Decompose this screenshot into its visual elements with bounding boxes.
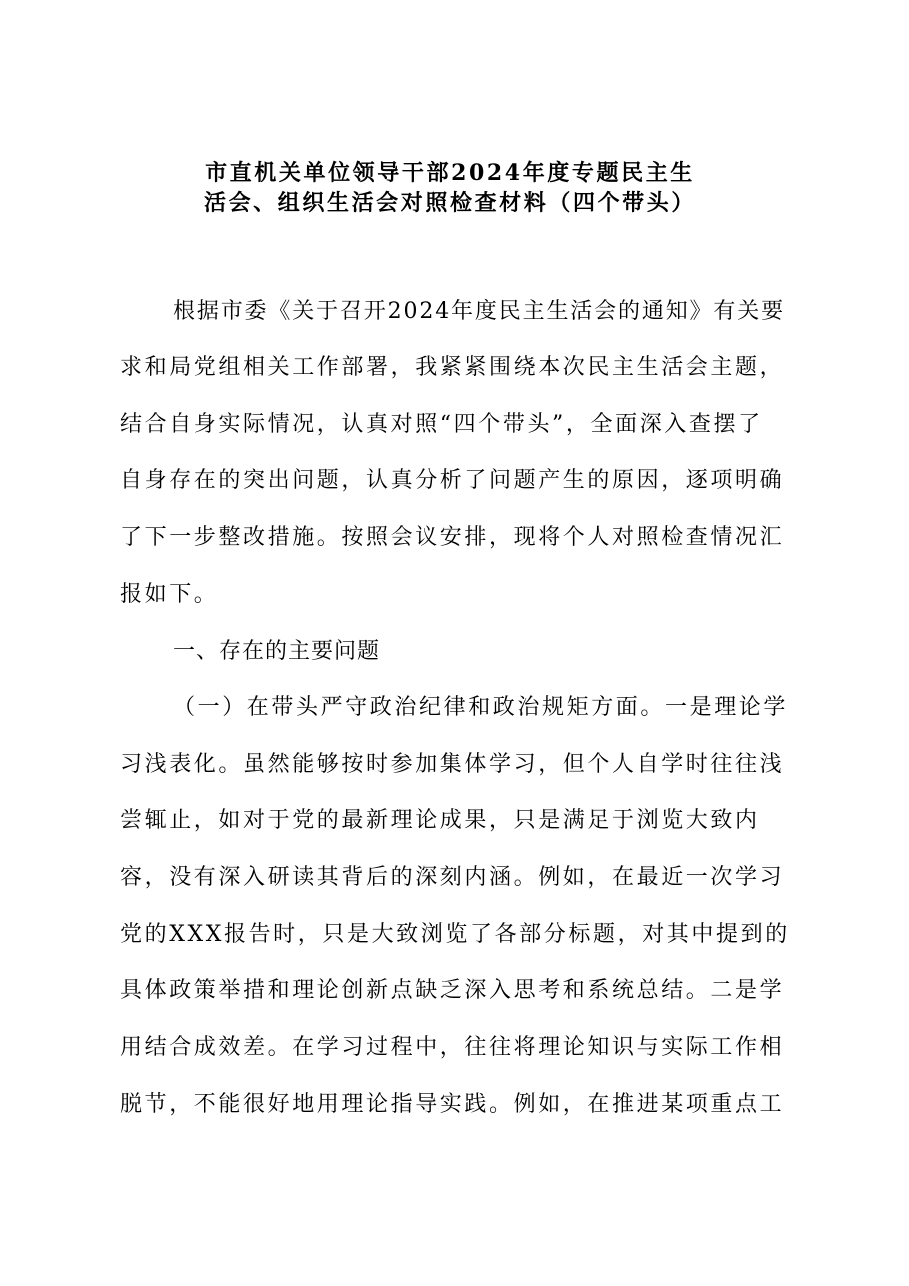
document-title (100, 158, 800, 218)
intro-line-6: 报如下。 (120, 582, 219, 607)
section-para-line-4: 容，没有深入研读其背后的深刻内涵。例如，在最近一次学习 (120, 865, 785, 890)
section-heading: 一、存在的主要问题 (173, 639, 381, 664)
intro-line-5: 了下一步整改措施。按照会议安排，现将个人对照检查情况汇 (120, 525, 785, 550)
title-line-1: 市直机关单位领导干部2024年度专题民主生 (205, 160, 695, 186)
intro-line-1: 根据市委《关于召开2024年度民主生活会的通知》有关要 (173, 299, 785, 324)
section-para-line-7: 用结合成效差。在学习过程中，往往将理论知识与实际工作相 (120, 1035, 785, 1060)
intro-line-3: 结合自身实际情况，认真对照“四个带头”，全面深入查摆了 (120, 412, 763, 437)
intro-line-2: 求和局党组相关工作部署，我紧紧围绕本次民主生活会主题， (120, 355, 785, 380)
section-para-line-5: 党的XXX报告时，只是大致浏览了各部分标题，对其中提到的 (120, 922, 790, 947)
intro-line-4: 自身存在的突出问题，认真分析了问题产生的原因，逐项明确 (120, 468, 785, 493)
section-para-line-2: 习浅表化。虽然能够按时参加集体学习，但个人自学时往往浅 (120, 752, 785, 777)
section-para-line-6: 具体政策举措和理论创新点缺乏深入思考和系统总结。二是学 (120, 978, 785, 1003)
section-para-line-1: （一）在带头严守政治纪律和政治规矩方面。一是理论学 (173, 695, 789, 720)
section-para-line-3: 尝辄止，如对于党的最新理论成果，只是满足于浏览大致内 (120, 808, 760, 833)
title-line-2: 活会、组织生活会对照检查材料（四个带头） (203, 190, 696, 216)
section-para-line-8: 脱节，不能很好地用理论指导实践。例如，在推进某项重点工 (120, 1092, 785, 1117)
